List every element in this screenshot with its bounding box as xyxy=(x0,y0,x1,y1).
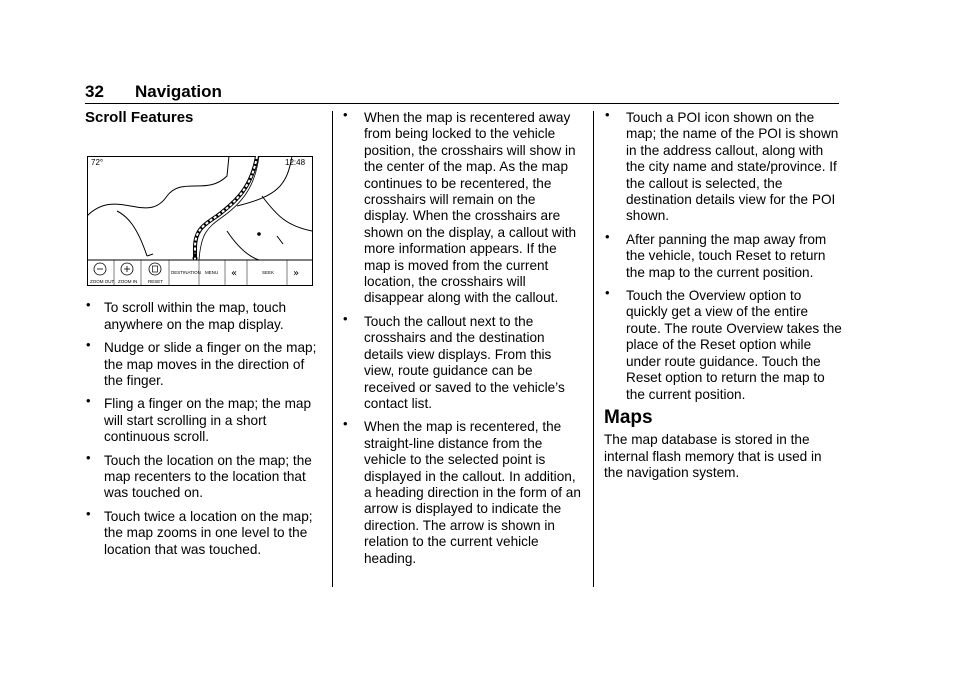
subheading-scroll-features: Scroll Features xyxy=(85,109,194,126)
header-rule xyxy=(85,103,839,104)
bullet-glyph: • xyxy=(86,393,91,409)
list-item xyxy=(85,449,325,502)
list-item-text: Touch the location on the map; the map recenters to the location that was touched on. xyxy=(104,452,312,501)
maps-paragraph: The map database is stored in the internal flash memory that is used in the navigation system. xyxy=(604,432,822,481)
clock-readout: 12:48 xyxy=(285,158,306,168)
list-item-text: Touch the Overview option to quickly get a view of the entire route. The route Overview takes the place of the Reset option while under route guidance. Touch the Reset option to return the map to the current position. xyxy=(626,288,842,402)
section-title: Navigation xyxy=(135,82,222,101)
bullet-glyph: • xyxy=(605,285,610,301)
menu-button[interactable] xyxy=(205,270,218,275)
bullet-glyph: • xyxy=(86,505,91,521)
list-item xyxy=(342,416,584,567)
bullet-glyph: • xyxy=(86,449,91,465)
scroll-features-list xyxy=(85,297,325,558)
list-item-text: Nudge or slide a finger on the map; the map moves in the direction of the finger. xyxy=(104,340,317,389)
poi-list xyxy=(604,107,842,403)
list-item-text: Fling a finger on the map; the map will start scrolling in a short continuous scroll. xyxy=(104,396,312,445)
list-item-text: When the map is recentered, the straight-line distance from the vehicle to the selected point is displayed in the callout. In addition, a heading direction in the form of an arrow is displayed to indicate the direction. The arrow is shown in relation to the current vehicle heading. xyxy=(364,419,581,566)
list-item-text: Touch twice a location on the map; the map zooms in one level to the location that was touched. xyxy=(104,508,313,557)
zoom-in-label: ZOOM IN xyxy=(118,279,138,285)
column-1 xyxy=(85,110,325,565)
seek-forward-icon: » xyxy=(293,268,300,280)
heading-maps: Maps xyxy=(604,406,653,428)
list-item xyxy=(604,107,842,225)
menu-label: MENU xyxy=(205,270,219,276)
reset-label: RESET xyxy=(148,279,164,285)
bullet-glyph: • xyxy=(86,297,91,313)
list-item-text: After panning the map away from the vehicle, touch Reset to return the map to the current position. xyxy=(626,231,827,280)
page-number: 32 xyxy=(85,82,104,101)
list-item-text: When the map is recentered away from being locked to the vehicle position, the crosshairs will show in the center of the map. As the map continues to be recentered, the crosshairs will remain on the display. When the crosshairs are shown on the display, a callout with more information appears. If the map is moved from the current location, the crosshairs will disappear along with the callout. xyxy=(364,110,577,306)
bullet-glyph: • xyxy=(343,310,348,326)
list-item xyxy=(85,393,325,445)
bullet-glyph: • xyxy=(605,228,610,244)
seek-label: SEEK xyxy=(262,270,275,276)
map-svg xyxy=(87,156,313,286)
list-item-text: To scroll within the map, touch anywhere on the map display. xyxy=(104,300,287,332)
bullet-glyph: • xyxy=(343,107,348,122)
list-item xyxy=(342,310,584,412)
bullet-glyph: • xyxy=(86,337,91,353)
recenter-list xyxy=(342,107,584,567)
temperature-readout: 72° xyxy=(91,158,104,168)
seek-back-icon: « xyxy=(231,268,238,280)
list-item xyxy=(604,285,842,403)
seek-button[interactable] xyxy=(262,270,274,275)
bullet-glyph: • xyxy=(343,416,348,432)
column-3 xyxy=(604,107,842,482)
list-item xyxy=(85,297,325,333)
list-item xyxy=(85,505,325,558)
zoom-out-label: ZOOM OUT xyxy=(90,279,115,285)
list-item-text: Touch the callout next to the crosshairs and the destination details view displays. From this view, route guidance can be received or saved to the vehicle’s contact list. xyxy=(364,313,565,411)
map-screen-illustration xyxy=(87,156,313,286)
list-item-text: Touch a POI icon shown on the map; the name of the POI is shown in the address callout, along with the city name and state/province. If the callout is selected, the destination details view for the POI shown. xyxy=(626,110,839,224)
reset-icon xyxy=(149,263,161,275)
column-2 xyxy=(342,107,584,574)
bullet-glyph: • xyxy=(605,107,610,122)
list-item xyxy=(342,107,584,307)
column-divider xyxy=(332,111,333,587)
list-item xyxy=(604,228,842,281)
seek-forward-button[interactable] xyxy=(293,268,299,279)
seek-back-button[interactable] xyxy=(231,268,237,279)
destination-button[interactable] xyxy=(171,270,201,275)
destination-label: DESTINATION xyxy=(171,270,201,276)
list-item xyxy=(85,337,325,389)
page-header xyxy=(85,82,839,104)
column-divider xyxy=(593,111,594,587)
